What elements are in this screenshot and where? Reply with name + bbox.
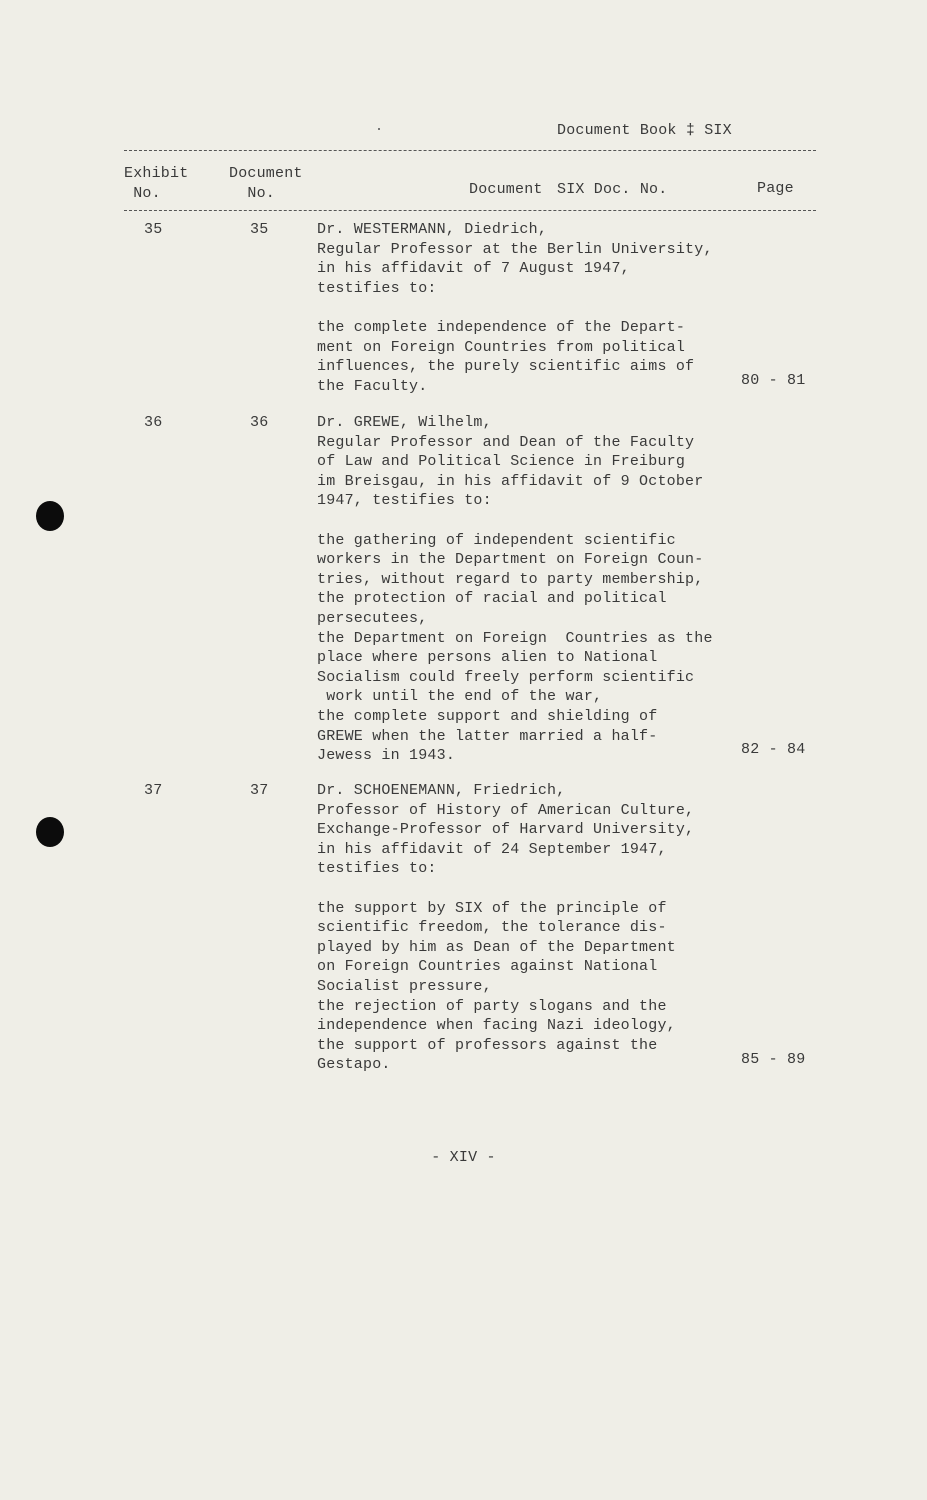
row-37-description: Dr. SCHOENEMANN, Friedrich, Professor of History of American Culture, Exchange-Professor of Harvard University, in his affidavit of 24 September 1947, testifies to: the support by SIX of the principle of scientific freedom, the tolerance dis- played by him as Dean of the Department on Foreign Countries against National Socialist pressure, the rejection of party slogans and the independence when facing Nazi ideology, the support of professors against the Gestapo. (317, 782, 695, 1074)
row-36-page: 82 - 84 (741, 741, 806, 758)
col-document-header: Document (469, 181, 543, 198)
row-36-description: Dr. GREWE, Wilhelm, Regular Professor and Dean of the Faculty of Law and Political Science in Freiburg im Breisgau, in his affidavit of 9 October 1947, testifies to: the gathering of independent scientific workers in the Department on Foreign Coun- tries, without regard to party membership, the protection of racial and political persecutees, the Department on Foreign Countries as the place where persons alien to National Socialism could freely perform scientific work until the end of the war, the complete support and shielding of GREWE when the latter married a half- Jewess in 1943. (317, 414, 713, 765)
punch-hole-upper (36, 501, 64, 531)
row-37-page: 85 - 89 (741, 1051, 806, 1068)
page-number-footer: - XIV - (431, 1149, 496, 1166)
row-37-exhibit: 37 (144, 782, 163, 799)
punch-hole-lower (36, 817, 64, 847)
document-book-header (557, 82, 732, 239)
col-document-no-header: Document No. (229, 165, 303, 202)
row-35-description: Dr. WESTERMANN, Diedrich, Regular Professor at the Berlin University, in his affidavit of 7 August 1947, testifies to: the complete independence of the Depart- ment on Foreign Countries from political influences, the purely scientific aims of the Faculty. (317, 221, 713, 395)
row-36-exhibit: 36 (144, 414, 163, 431)
row-35-page: 80 - 81 (741, 372, 806, 389)
header-rule (124, 210, 816, 211)
stray-mark (378, 128, 380, 130)
row-36-doc-no: 36 (250, 414, 269, 431)
header-line-2: SIX Doc. No. (557, 180, 668, 198)
row-35-exhibit: 35 (144, 221, 163, 238)
col-exhibit-header: Exhibit No. (124, 165, 189, 202)
col-page-header: Page (757, 180, 794, 197)
top-rule (124, 150, 816, 151)
row-37-doc-no: 37 (250, 782, 269, 799)
header-line-1: Document Book ‡ SIX (557, 122, 732, 140)
row-35-doc-no: 35 (250, 221, 269, 238)
